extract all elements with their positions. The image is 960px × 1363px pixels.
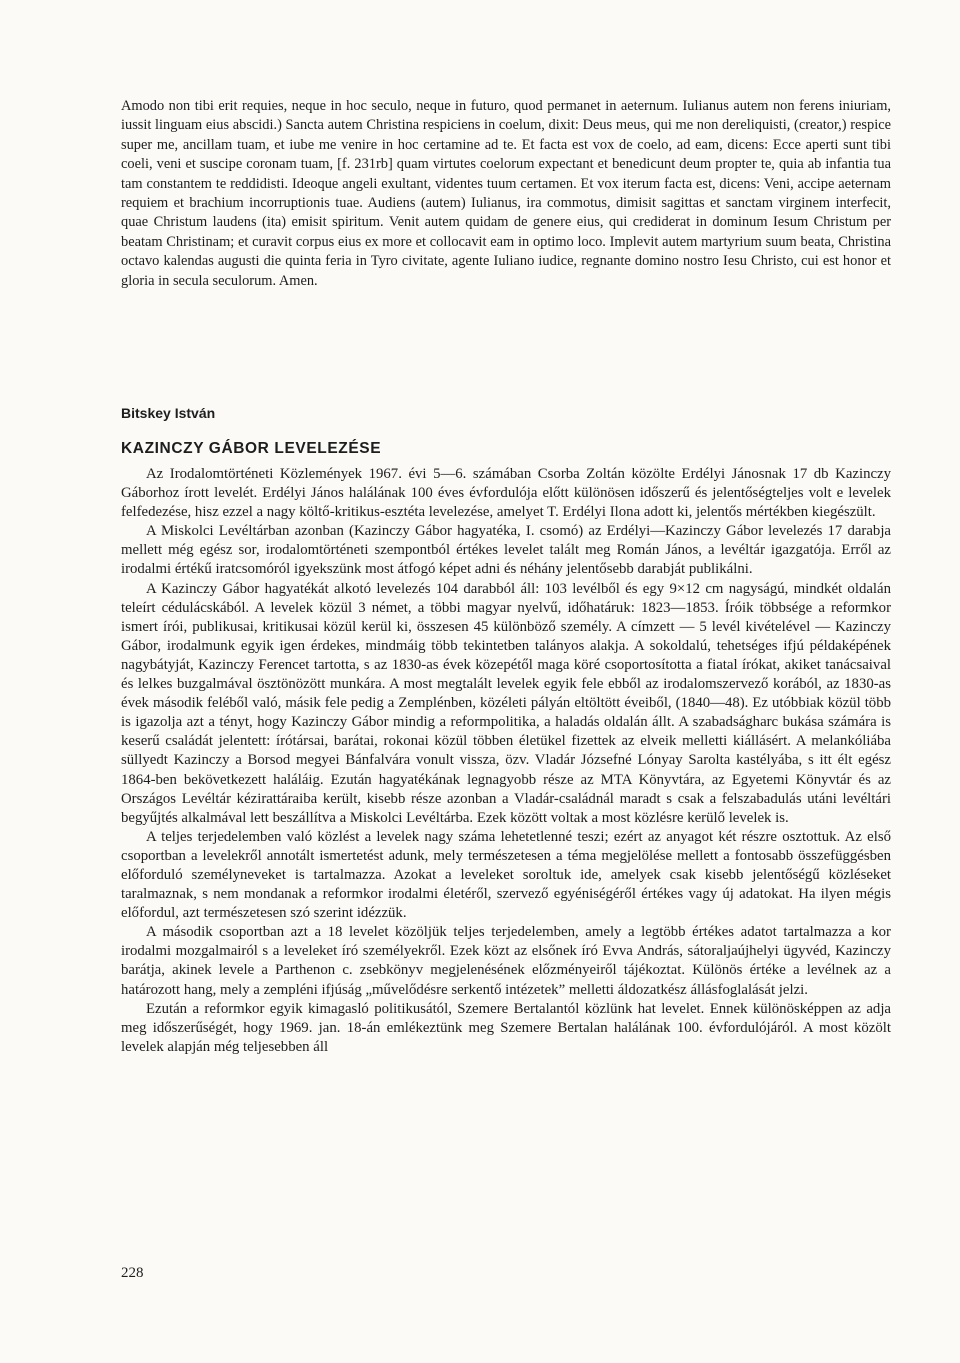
article-title: KAZINCZY GÁBOR LEVELEZÉSE [121, 440, 382, 457]
page-number: 228 [121, 1265, 144, 1281]
article-author: Bitskey István [121, 405, 216, 421]
latin-paragraph: Amodo non tibi erit requies, neque in hoc seculo, neque in futuro, quod permanet in aeternum. Iulianus autem non ferens iniuriam, iussit linguam eius abscidi.) Sancta autem Christina respiciens in coelum, dixit: Deus meus, qui me non dereliquisti, (creator,) respice super me, ancillam tuam, et iube me venire in hoc certamine ad te. Et facta est vox de coelo, ad eam, dicens: Ecce aperti sunt tibi coeli, veni et suscipe coronam tuam, [f. 231rb] quam virtutes coelorum expectant et benedicunt deum propter te, quia ab infantia tua tam constantem te reddidisti. Ideoque angeli exultant, videntes tuum certamen. Et vox iterum facta est, dicens: Veni, accipe aeternam requiem et brachium incorruptionis tuae. Audiens (autem) Iulianus, ira commotus, dimisit sagittas et sanctam virginem interfecit, quae Christum laudens (ita) emisit spiritum. Venit autem quidam de genere eius, qui crediderat in dominum Iesum Christum per beatam Christinam; et curavit corpus eius ex more et collocavit eam in optimo loco. Implevit autem martyrium suum beata, Christina octavo kalendas augusti die quinta feria in Tyro civitate, agente Iuliano iudice, regnante domino nostro Iesu Christo, cui est honor et gloria in secula seculorum. Amen. [121, 98, 891, 289]
latin-text-block [121, 97, 891, 291]
body-paragraph-5: A második csoportban azt a 18 levelet közöljük teljes terjedelemben, amely a legtöbb értékes adatot tartalmazza a kor irodalmi mozgalmairól s a leveleket író személyekről. Ezek közt az elsőnek író Evva András, sátoraljaújhelyi ügyvéd, Kazinczy barátja, akinek levele a Parthenon c. zsebkönyv megjelenésének előzményeiről tájékoztat. Különös értéke a levélnek az a határozott hang, mely a zempléni ifjúság „művelődésre serkentő intézetek” melletti áldozatkész állásfoglalását jelzi. [121, 924, 891, 998]
body-paragraph-6: Ezután a reformkor egyik kimagasló politikusától, Szemere Bertalantól közlünk hat levelet. Ennek különösképpen az adja meg időszerűségét, hogy 1969. jan. 18-án emlékeztünk meg Szemere Bertalan halálának 100. évfordulójáról. A most közölt levelek alapján még teljesebben áll [121, 1000, 891, 1055]
body-paragraph-1: Az Irodalomtörténeti Közlemények 1967. évi 5—6. számában Csorba Zoltán közölte Erdélyi Jánosnak 17 db Kazinczy Gáborhoz írott levelét. Erdélyi János halálának 100 éves évfordulója előtt különösen időszerű és jelentőségteljes volt e levelek felfedezése, hisz ezzel a nagy költő-kritikus-esztéta levelezése, amelyet T. Erdélyi Ilona adott ki, jelentős mértékben kiegészült. [121, 466, 891, 521]
body-paragraph-4: A teljes terjedelemben való közlést a levelek nagy száma lehetetlenné teszi; ezért az anyagot két részre osztottuk. Az első csoportban a levelekről annotált ismertetést adunk, mely természetesen a téma megjelölése mellett a fontosabb összefüggésben előforduló személyneveket is tartalmazza. Azokat a leveleket soroltuk ide, amelyek csak kisebb jelentőségű közléseket taralmaznak, s nem mondanak a reformkor irodalmi életéről, szervező egyéniségéről értékes vagy új adatokat. Ha ilyen mégis előfordul, azt természetesen szó szerint idézzük. [121, 828, 891, 922]
article-body [121, 465, 891, 1057]
body-paragraph-3: A Kazinczy Gábor hagyatékát alkotó levelezés 104 darabból áll: 103 levélből és egy 9×12 cm nagyságú, mindkét oldalán teleírt cédulácskából. A levelek közül 3 német, a többi magyar nyelvű, időhatáruk: 1823—1853. Íróik többsége a reformkor ismert írói, publikusai, kritikusai közül kerül ki, összesen 45 különböző személy. A címzett — 5 levél kivételével — Kazinczy Gábor, irodalmunk egyik igen érdekes, mindmáig több tekintetben talányos alakja. A sokoldalú, tehetséges ifjú példaképének nagybátyját, Kazinczy Ferencet tartotta, s az 1830-as évek közepétől maga köré csoportosította a fiatal írókat, akiket tanácsaival és lelkes buzgalmával ösztönözött munkára. A most megtalált levelek egyik fele ebből az irodalomszervező korából, az 1830-as évek második feléből való, másik fele pedig a Zemplénben, közéleti pályán eltöltött éveiből, (1840—48). Ez utóbbiak közül több is igazolja azt a tényt, hogy Kazinczy Gábor mindig a reformpolitika, a haladás oldalán állt. A szabadságharc bukása számára is keserű családát jelentett: írótársai, barátai, rokonai közül többen életükel fizettek az elveik melletti kiállásért. A melankóliába süllyedt Kazinczy a Borsod megyei Bánfalvára vonult vissza, özv. Vladár Józsefné Lónyay Sarolta kastélyába, s itt élt egész 1864-ben bekövetkezett haláláig. Ezután hagyatékának legnagyobb része az MTA Könyvtára, az Egyetemi Könyvtár és az Országos Levéltár kézirattáraiba került, kisebb része azonban a Vladár-családnál maradt s csak a felszabadulás utáni levéltári begyűjtés alkalmával lett beszállítva a Miskolci Levéltárba. Ezek között voltak a most közlésre kerülő levelek is. [121, 580, 891, 826]
body-paragraph-2: A Miskolci Levéltárban azonban (Kazinczy Gábor hagyatéka, I. csomó) az Erdélyi—Kazinczy Gábor levelezés 17 darabja mellett még egész sor, irodalomtörténeti szempontból értékes levelet talált meg Román János, a levéltár igazgatója. Erről az irodalmi értékű iratcsomóról igyekszünk most átfogó képet adni és néhány jelentősebb darabját publikálni. [121, 523, 891, 578]
